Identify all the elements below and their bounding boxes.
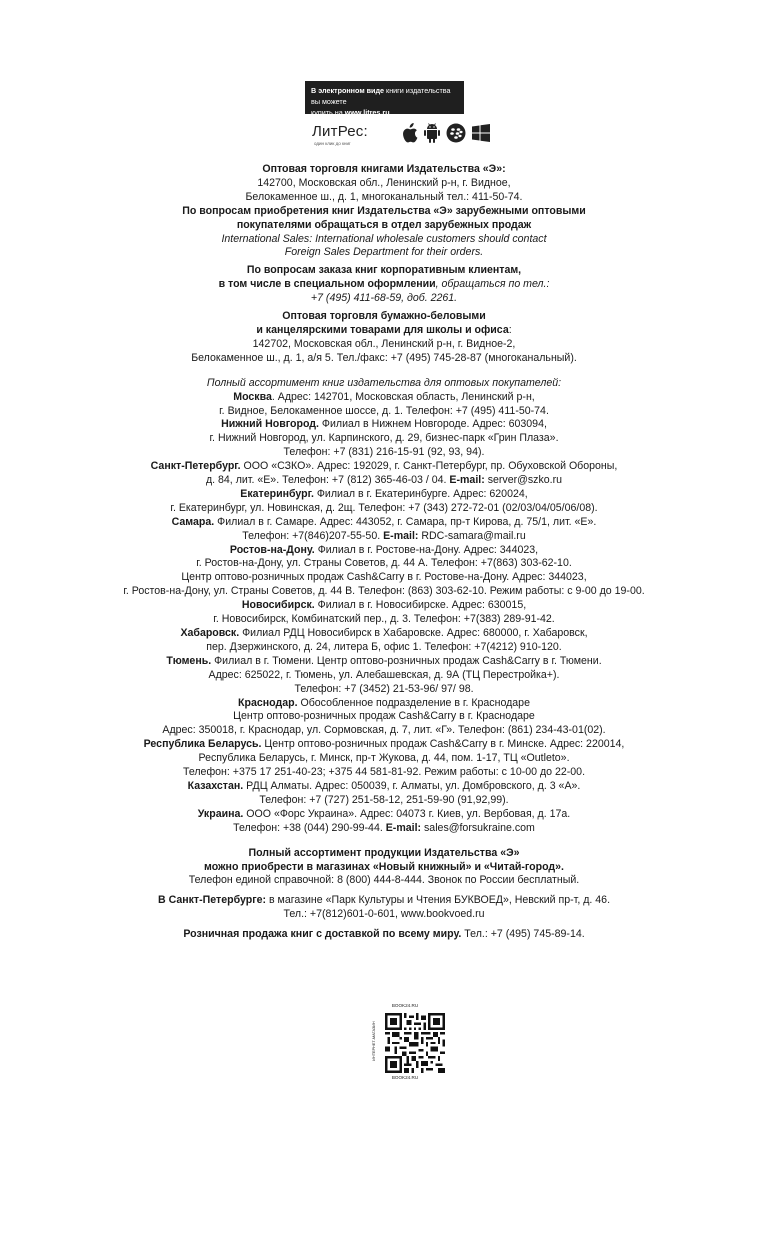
litres-tagline: один клик до книг [314,141,351,146]
by-line-3: Телефон: +375 17 251-40-23; +375 44 581-81-92. Режим работы: с 10-00 до 22-00. [182,766,586,779]
retail-spb-phone: Тел.: +7(812)601-0-601, www.bookvoed.ru [283,908,485,921]
by-text-1: Центр оптово-розничных продаж Cash&Carry в г. Минске. Адрес: 220014, [261,738,625,751]
ua-line-1 [110,808,658,822]
qr-code[interactable] [385,1013,445,1073]
ekb-name: Екатеринбург. [240,487,314,500]
windows-icon [471,123,491,143]
krd-line-3: Адрес: 350018, г. Краснодар, ул. Сормовская, д. 7, лит. «Г». Телефон: (861) 234-43-01(02). [162,724,606,737]
promo-line-2 [311,107,458,118]
krd-text-1: Обособленное подразделение в г. Краснодаре [297,696,530,709]
blackberry-icon [446,123,466,143]
ekb-line-2: г. Екатеринбург, ул. Новинская, д. 2щ. Телефон: +7 (343) 272-72-01 (02/03/04/05/06/08). [170,501,598,514]
ua-email-label: E-mail: [385,821,422,834]
regions-intro: Полный ассортимент книг издательства для оптовых покупателей: [206,376,562,389]
rostov-line-3: Центр оптово-розничных продаж Cash&Carry в г. Ростове-на-Дону. Адрес: 344023, [181,571,587,584]
khb-line-1 [110,627,658,641]
retail-spb-bold: В Санкт-Петербурге: [157,894,267,907]
retail-world-rest: Тел.: +7 (495) 745-89-14. [461,928,585,941]
apple-icon [400,123,418,143]
wholesale-address: 142700, Московская обл., Ленинский р-н, г. Видное, [257,176,511,189]
rostov-text-1: Филиал в г. Ростове-на-Дону. Адрес: 344023, [314,543,539,556]
foreign-en-2: Foreign Sales Department for their orders. [284,246,484,259]
moscow-line-2: г. Видное, Белокаменное шоссе, д. 1. Телефон: +7 (495) 411-50-74. [219,404,549,417]
litres-link[interactable]: www.litres.ru [344,108,390,117]
rostov-line-4: г. Ростов-на-Дону, ул. Страны Советов, д. 44 В. Телефон: (863) 303-62-10. Режим работы: с 9-00 до 19-00. [123,585,645,598]
qr-top-label: BOOK24.RU [391,1003,419,1008]
tmn-text-1: Филиал в г. Тюмени. Центр оптово-розничных продаж Cash&Carry в г. Тюмени. [211,654,602,667]
retail-title-1: Полный ассортимент продукции Издательства «Э» [248,846,520,859]
retail-spb-rest: в магазине «Парк Культуры и Чтения БУКВОЕД», Невский пр-т, д. 46. [266,894,611,907]
corporate-phone: +7 (495) 411-68-59, доб. 2261. [310,292,458,305]
by-name: Республика Беларусь. [143,738,262,751]
samara-email-label: E-mail: [383,529,419,542]
stationery-title-2-bold: и канцелярскими товарами для школы и офиса [256,323,509,336]
ua-email[interactable]: sales@forsukraine.com [421,821,535,834]
nn-line-3: Телефон: +7 (831) 216-15-91 (92, 93, 94). [283,446,485,459]
tmn-line-2: Адрес: 625022, г. Тюмень, ул. Алебашевская, д. 9А (ТЦ Перестройка+). [208,668,560,681]
litres-logo-block [312,121,462,147]
promo-line-1 [311,85,458,107]
nn-line-2: г. Нижний Новгород, ул. Карпинского, д. 29, бизнес-парк «Грин Плаза». [209,432,559,445]
kz-name: Казахстан. [187,779,244,792]
nsk-line-2: г. Новосибирск, Комбинатский пер., д. 3. Телефон: +7(383) 289-91-42. [213,613,555,626]
foreign-title-1: По вопросам приобретения книг Издательства «Э» зарубежными оптовыми [182,204,586,217]
spb-line-2 [110,474,658,488]
nn-text-1: Филиал в Нижнем Новгороде. Адрес: 603094, [318,418,547,431]
stationery-address-2: Белокаменное ш., д. 1, а/я 5. Тел./факс: +7 (495) 745-28-87 (многоканальный). [191,351,577,364]
nsk-text-1: Филиал в г. Новосибирске. Адрес: 630015, [314,599,527,612]
stationery-address-1: 142702, Московская обл., Ленинский р-н, г. Видное-2, [252,337,516,350]
qr-bottom-label: BOOK24.RU [391,1075,419,1080]
stationery-title-2 [110,324,658,338]
nsk-line-1 [110,599,658,613]
promo-line-2-lead: купить на [311,108,345,117]
book24-qr-block[interactable] [367,1003,443,1083]
stationery-title-1: Оптовая торговля бумажно-беловыми [282,310,486,323]
ua-name: Украина. [197,807,244,820]
litres-promo-banner[interactable] [305,81,464,117]
corporate-title-2 [110,278,658,292]
qr-side-label-left: ИНТЕРНЕТ-МАГАЗИН [372,1021,376,1061]
samara-line-1 [110,516,658,530]
store-icons [400,123,491,143]
kz-text-1: РДЦ Алматы. Адрес: 050039, г. Алматы, ул. Домбровского, д. 3 «А». [243,779,581,792]
samara-email[interactable]: RDC-samara@mail.ru [418,529,526,542]
kz-line-2: Телефон: +7 (727) 251-58-12, 251-59-90 (91,92,99). [259,793,509,806]
litres-logo: ЛитРес: [312,123,368,140]
corporate-title-2-bold: в том числе в специальном оформлении [218,278,436,291]
foreign-title-2: покупателями обращаться в отдел зарубежных продаж [236,218,532,231]
tmn-name: Тюмень. [166,654,212,667]
corporate-title-2-italic: , обращаться по тел.: [435,278,550,291]
retail-phone: Телефон единой справочной: 8 (800) 444-8-444. Звонок по России бесплатный. [188,874,580,887]
krd-line-2: Центр оптово-розничных продаж Cash&Carry в г. Краснодаре [233,710,535,723]
rostov-line-1 [110,544,658,558]
promo-line-1-lead: В электронном виде [311,86,385,95]
krd-name: Краснодар. [238,696,298,709]
by-line-2: Республика Беларусь, г. Минск, пр-т Жукова, д. 44, пом. 1-17, ТЦ «Outleto». [198,752,570,765]
khb-name: Хабаровск. [180,627,240,639]
by-line-1 [110,738,658,752]
spb-line-1 [110,460,658,474]
retail-world-bold: Розничная продажа книг с доставкой по всему миру. [183,928,462,941]
spb-text-2a: д. 84, лит. «Е». Телефон: +7 (812) 365-46-03 / 04. [205,474,450,487]
corporate-title-1: По вопросам заказа книг корпоративным клиентам, [246,264,522,277]
foreign-en-1: International Sales: International wholesale customers should contact [221,232,547,245]
ekb-text-1: Филиал в г. Екатеринбурге. Адрес: 620024, [313,487,528,500]
nn-name: Нижний Новгород. [221,418,319,431]
ua-text-1: ООО «Форс Украина». Адрес: 04073 г. Киев, ул. Вербовая, д. 17а. [243,807,571,820]
tmn-line-1 [110,655,658,669]
spb-name: Санкт-Петербург. [150,460,241,473]
samara-text-1: Филиал в г. Самаре. Адрес: 443052, г. Самара, пр-т Кирова, д. 75/1, лит. «Е». [214,515,597,528]
retail-spb-line [110,894,658,908]
khb-line-2: пер. Дзержинского, д. 24, литера Б, офис 1. Телефон: +7(4212) 910-120. [206,640,562,653]
contacts-text [110,163,658,942]
ekb-line-1 [110,488,658,502]
moscow-line-1 [110,391,658,405]
nn-line-1 [110,418,658,432]
kz-line-1 [110,780,658,794]
android-icon [423,123,441,143]
retail-title-2: можно приобрести в магазинах «Новый книжный» и «Читай-город». [204,860,564,873]
promo-line-1-rest: книги издательства вы можете [311,86,451,106]
moscow-text-1: . Адрес: 142701, Московская область, Ленинский р-н, [271,390,535,403]
stationery-title-2-colon: : [508,323,512,336]
ua-line-2 [110,822,658,836]
samara-line-2 [110,530,658,544]
spb-email-label: E-mail: [449,474,485,487]
samara-text-2a: Телефон: +7(846)207-55-50. [242,529,384,542]
moscow-name: Москва [233,390,272,403]
ua-text-2a: Телефон: +38 (044) 290-99-44. [233,821,386,834]
krd-line-1 [110,697,658,711]
rostov-name: Ростов-на-Дону. [229,543,315,556]
khb-text-1: Филиал РДЦ Новосибирск в Хабаровске. Адрес: 680000, г. Хабаровск, [239,627,588,639]
rostov-line-2: г. Ростов-на-Дону, ул. Страны Советов, д. 44 А. Телефон: +7(863) 303-62-10. [196,557,572,570]
wholesale-address-2: Белокаменное ш., д. 1, многоканальный тел.: 411-50-74. [245,190,523,203]
tmn-line-3: Телефон: +7 (3452) 21-53-96/ 97/ 98. [294,682,474,695]
spb-text-1: ООО «СЗКО». Адрес: 192029, г. Санкт-Петербург, пр. Обуховской Обороны, [240,460,618,473]
wholesale-title: Оптовая торговля книгами Издательства «Э»: [262,163,506,175]
nsk-name: Новосибирск. [241,599,315,612]
samara-name: Самара. [171,515,215,528]
retail-world-line [110,928,658,942]
spb-email[interactable]: server@szko.ru [484,474,563,487]
